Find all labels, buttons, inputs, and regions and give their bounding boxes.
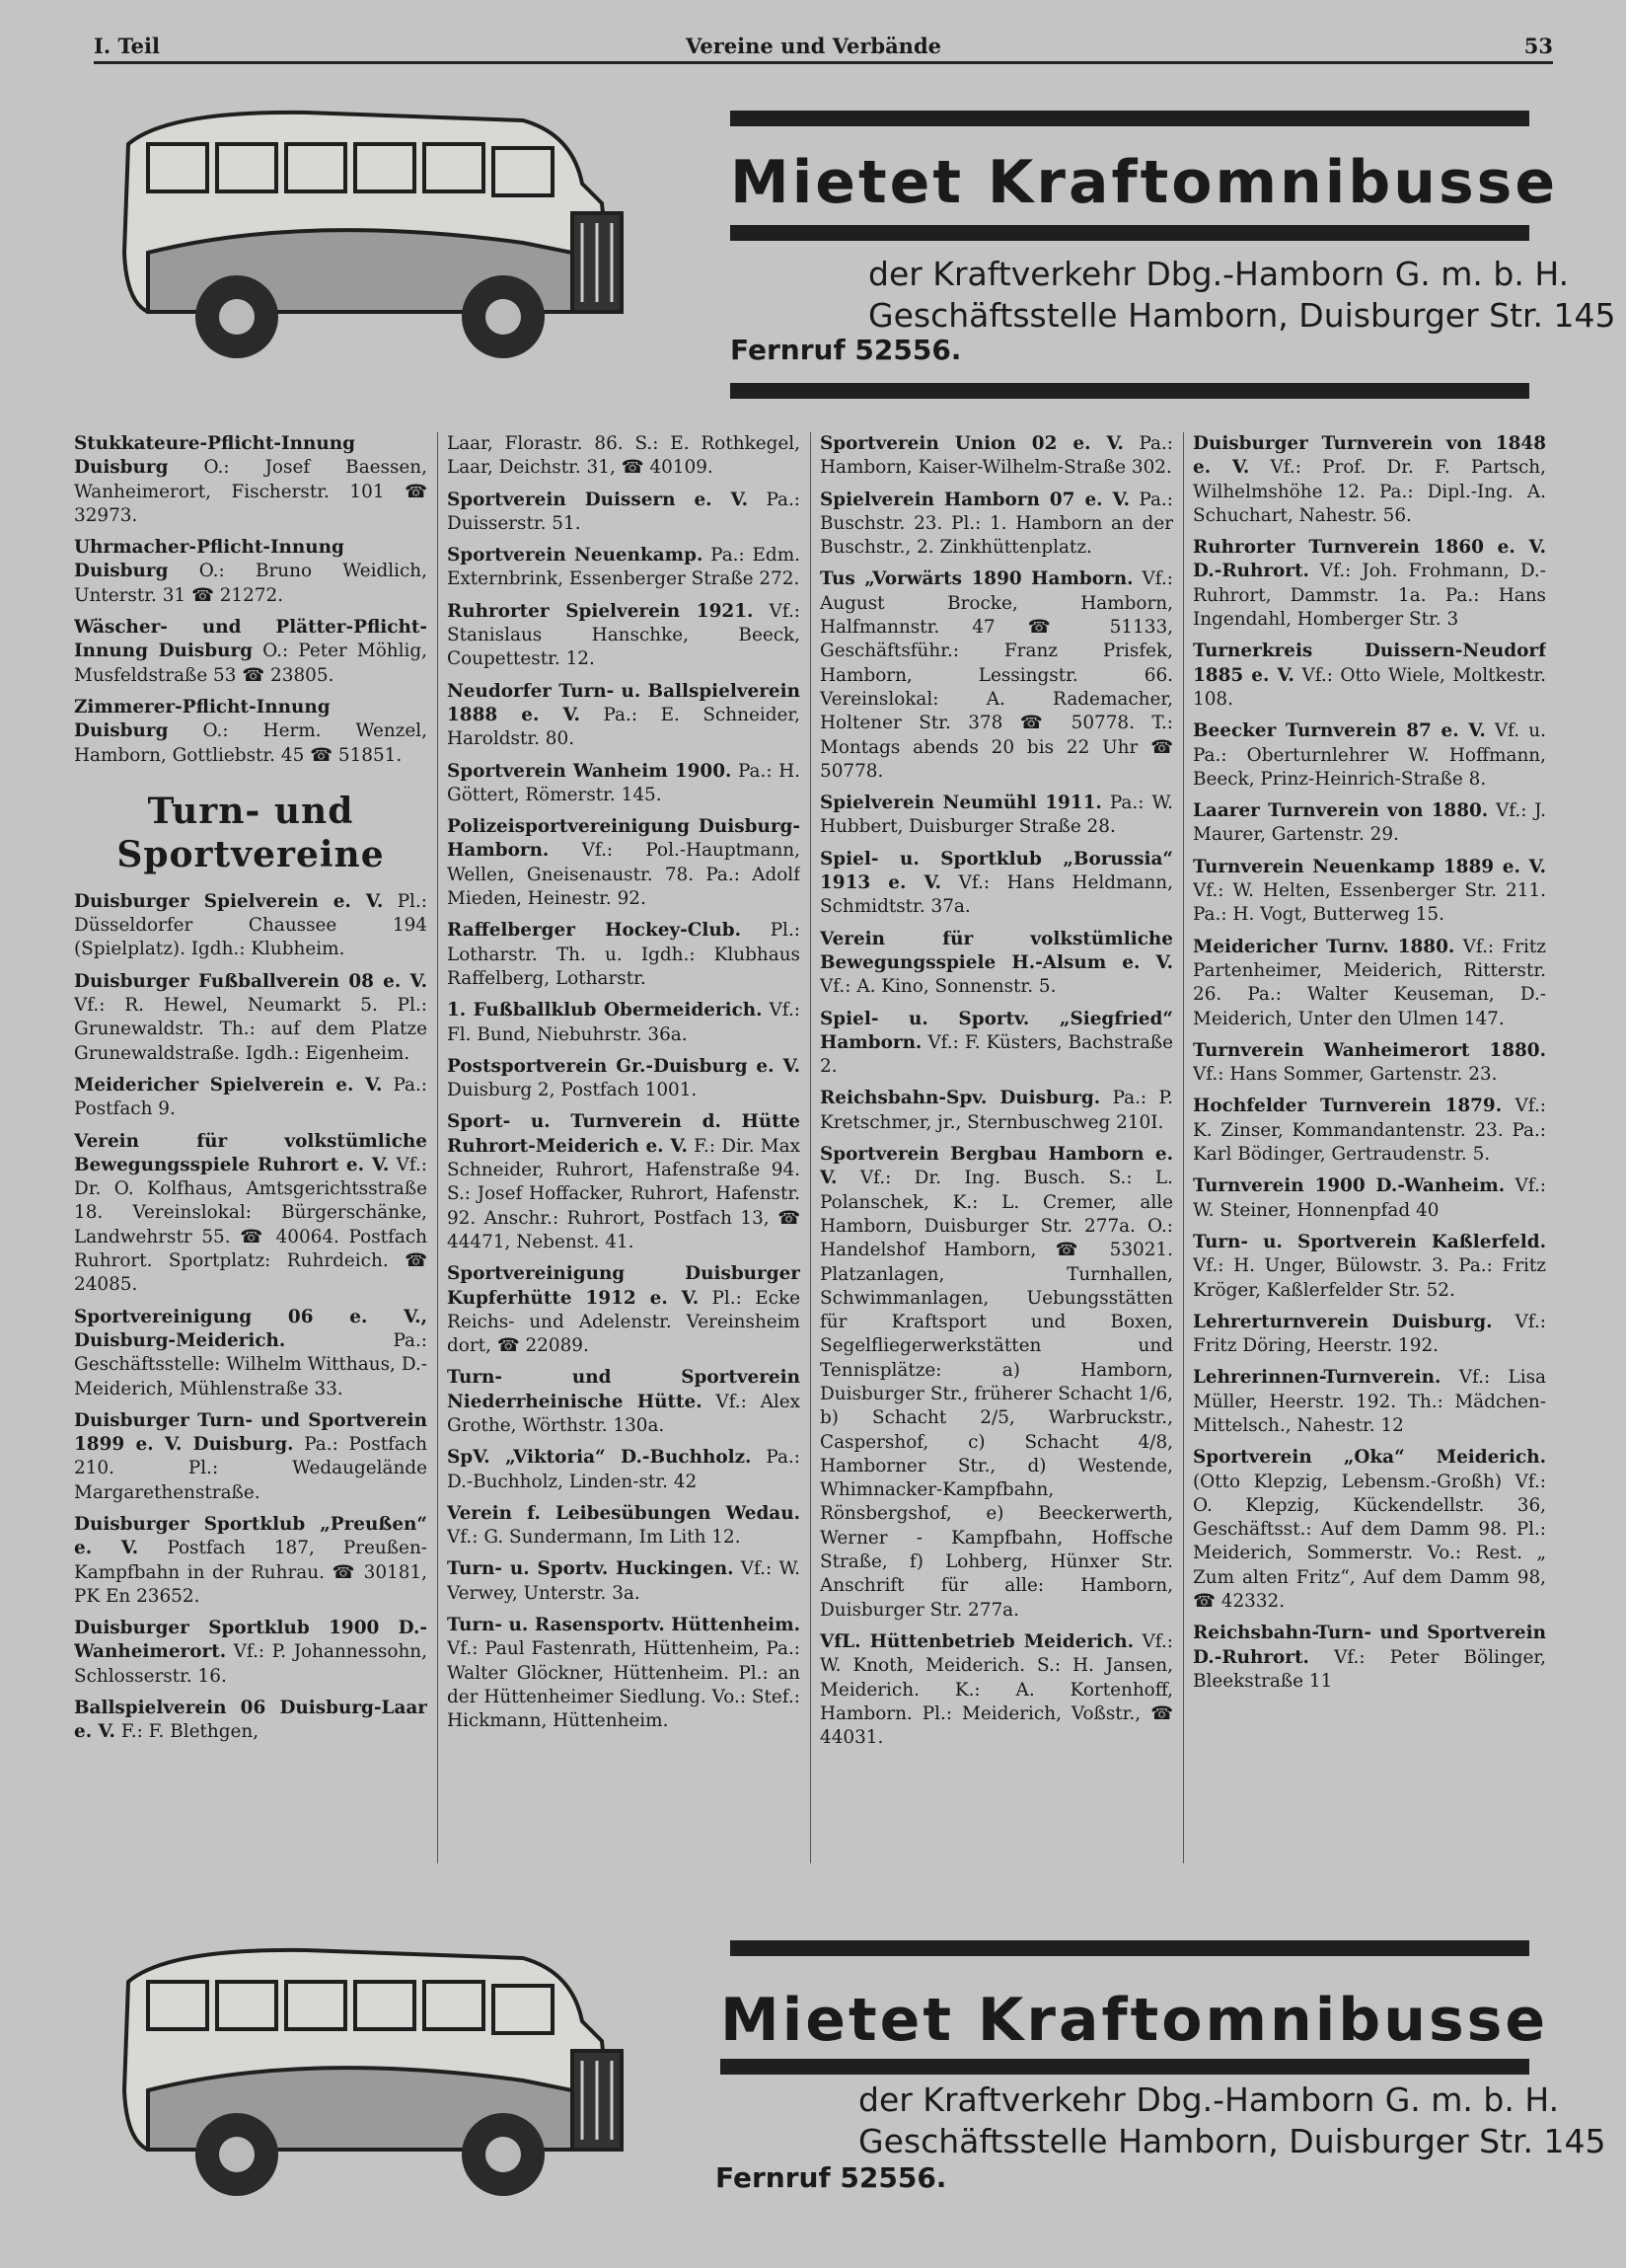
ad-rule-middle (730, 225, 1529, 241)
entry-details: Vf.: F. Küsters, Bachstraße 2. (820, 1031, 1173, 1078)
entry-details: Pa.: H. Göttert, Römerstr. 145. (447, 760, 800, 805)
entry-details: Vf.: A. Kino, Sonnenstr. 5. (820, 976, 1057, 998)
entry-name: Spielverein Hamborn 07 e. V. (820, 489, 1130, 510)
section-heading: Turn- und Sportvereine (116, 790, 385, 875)
entry-details: O.: Herm. Wenzel, Hamborn, Gottliebstr. 45 ☎ 51851. (74, 720, 427, 766)
entry-details: Vf.: W. Steiner, Honnenpfad 40 (1193, 1175, 1546, 1221)
directory-entry (1193, 1231, 1546, 1303)
entry-details: Vf.: August Brocke, Hamborn, Halfmannstr. 47 ☎ 51133, Geschäftsführ.: Franz Prisfek, Hamborn, Lessingstr. 66. Vereinslokal: A. Rademacher, Holtener Str. 378 ☎ 50778. T.: Montags abends 20 bis 22 Uhr ☎ 50778. (820, 568, 1173, 782)
directory-entry (1193, 856, 1546, 928)
directory-entry (820, 489, 1173, 561)
entry-details: Vf.: Prof. Dr. F. Partsch, Wilhelmshöhe 12. Pa.: Dipl.-Ing. A. Schuchart, Nahestr. 56. (1193, 457, 1546, 526)
entry-details: Postfach 187, Preußen-Kampfbahn in der Ruhrau. ☎ 30181, PK En 23652. (74, 1538, 427, 1607)
entry-name: Turnverein Neuenkamp 1889 e. V. (1193, 856, 1546, 877)
directory-entry (1193, 1039, 1546, 1088)
entry-name: Turn- u. Sportv. Huckingen. (447, 1558, 734, 1580)
entry-details: Vf.: K. Zinser, Kommandantenstr. 23. Pa.: Karl Bödinger, Gertraudenstr. 5. (1193, 1096, 1546, 1166)
entry-details: Vf.: W. Helten, Essenberger Str. 211. Pa.: H. Vogt, Butterweg 15. (1193, 880, 1546, 926)
entry-name: Meidericher Spielverein e. V. (74, 1074, 383, 1096)
directory-entry (74, 970, 427, 1066)
entry-name: Turn- u. Sportverein Kaßlerfeld. (1193, 1231, 1546, 1252)
entry-name: Duisburger Turn- und Sportverein 1899 e. V. Duisburg. (74, 1409, 427, 1456)
entry-name: Sportverein Duissern e. V. (447, 489, 748, 510)
entry-name: Turn- und Sportverein Niederrheinische Hütte. (447, 1367, 800, 1412)
entry-name: Beecker Turnverein 87 e. V. (1193, 720, 1486, 742)
column-divider (437, 432, 438, 1863)
bus-illustration (109, 105, 720, 371)
directory-entry (74, 616, 427, 688)
entry-details: Vf.: Pol.-Hauptmann, Wellen, Gneisenaustr. 78. Pa.: Adolf Mieden, Heinestr. 92. (447, 840, 800, 910)
directory-entry (74, 1409, 427, 1505)
entry-name: Hochfelder Turnverein 1879. (1193, 1096, 1503, 1117)
entry-name: Lehrerturnverein Duisburg. (1193, 1311, 1493, 1332)
entry-name: Neudorfer Turn- u. Ballspielverein 1888 e. V. (447, 680, 800, 725)
ad-rule-middle (720, 2059, 1529, 2075)
entry-details: Vf.: Stanislaus Hanschke, Beeck, Coupettestr. 12. (447, 600, 800, 670)
entry-name: Ruhrorter Spielverein 1921. (447, 600, 754, 622)
directory-entry (820, 848, 1173, 920)
directory-entry (447, 1446, 800, 1494)
entry-details: Pa.: Duisserstr. 51. (447, 489, 800, 534)
entry-details: Vf.: Otto Wiele, Moltkestr. 108. (1193, 664, 1546, 710)
directory-entry (1193, 936, 1546, 1031)
column-divider (1183, 432, 1184, 1863)
entry-details: Vf.: Dr. Ing. Busch. S.: L. Polanschek, K.: L. Cremer, alle Hamborn, Duisburger Str. 277a. O.: Handelshof Hamborn, ☎ 53021. Platzanlagen, Turnhallen, Schwimmanlagen, Uebungsstätten für Kraftsport und Boxen, Segelfliegerwerkstätten und Tennisplätze: a) Hamborn, Duisburger Str., früherer Schacht 1/6, b) Schacht 2/5, Warbruckstr., Caspershof, c) Schacht 4/8, Hamborner Str., d) Westende, Whimnacker-Kampfbahn, Rönsbergshof, e) Beeckerwerth, Werner - Kampfbahn, Hoffsche Straße, f) Lohberg, Hünxer Str. Anschrift für alle: Hamborn, Duisburger Str. 277a. (820, 1168, 1173, 1621)
directory-entry (1193, 640, 1546, 712)
ad-address: Geschäftsstelle Hamborn, Duisburger Str. 145 (868, 296, 1616, 335)
entry-name: Duisburger Sportklub „Preußen“ e. V. (74, 1513, 427, 1559)
entry-name: SpV. „Viktoria“ D.-Buchholz. (447, 1447, 752, 1469)
column-divider (810, 432, 811, 1863)
entry-name: Reichsbahn-Spv. Duisburg. (820, 1088, 1101, 1109)
entry-details: Vf.: Dr. O. Kolfhaus, Amtsgerichtsstraße 18. Vereinslokal: Bürgerschänke, Landwehrstr 55. ☎ 40064. Postfach Ruhrort. Sportplatz: Ruhrdeich. ☎ 24085. (74, 1154, 427, 1296)
entry-name: Spiel- u. Sportklub „Borussia“ 1913 e. V. (820, 848, 1173, 894)
directory-entry (74, 1306, 427, 1401)
entry-details: Pl.: Lotharstr. Th. u. Igdh.: Klubhaus Raffelberg, Lotharstr. (447, 920, 800, 989)
directory-entry (74, 696, 427, 768)
entry-name: 1. Fußballklub Obermeiderich. (447, 1000, 763, 1021)
entry-name: Turn- u. Rasensportv. Hüttenheim. (447, 1615, 800, 1636)
entry-name: Turnerkreis Duissern-Neudorf 1885 e. V. (1193, 641, 1546, 686)
entry-details: O.: Bruno Weidlich, Unterstr. 31 ☎ 21272. (74, 561, 427, 606)
entry-details: Pa.: Postfach 210. Pl.: Wedaugelände Margarethenstraße. (74, 1434, 427, 1503)
directory-entry (447, 1055, 800, 1103)
ad-phone: Fernruf 52556. (730, 334, 962, 366)
directory-entry (447, 760, 800, 808)
directory-entry (1193, 1174, 1546, 1223)
directory-entry (447, 489, 800, 537)
entry-name: Stukkateure-Pflicht-Innung Duisburg (74, 433, 355, 479)
column-1 (74, 432, 427, 1753)
directory-entry (1193, 1095, 1546, 1167)
directory-entry (74, 1617, 427, 1689)
directory-entry (447, 432, 800, 481)
entry-name: Lehrerinnen-Turnverein. (1193, 1367, 1441, 1389)
entry-name: Zimmerer-Pflicht-Innung Duisburg (74, 696, 331, 742)
entry-details: Vf.: W. Knoth, Meiderich. S.: H. Jansen, Meiderich. K.: A. Kortenhoff, Hamborn. Pl.: Meiderich, Voßstr., ☎ 44031. (820, 1630, 1173, 1749)
ad-rule-bottom (730, 383, 1529, 399)
entry-details: Pa.: Edm. Externbrink, Essenberger Straße 272. (447, 545, 800, 590)
directory-entry (74, 1074, 427, 1122)
entry-details: Vf.: P. Johannessohn, Schlosserstr. 16. (74, 1641, 427, 1687)
entry-details: Vf.: Fritz Döring, Heerstr. 192. (1193, 1311, 1546, 1357)
entry-name: Ruhrorter Turnverein 1860 e. V. D.-Ruhrort. (1193, 537, 1546, 582)
directory-entry (447, 919, 800, 991)
directory-entry (820, 1087, 1173, 1135)
entry-name: Sportvereinigung 06 e. V., Duisburg-Meiderich. (74, 1306, 427, 1351)
directory-entry (447, 544, 800, 592)
entry-name: Tus „Vorwärts 1890 Hamborn. (820, 568, 1134, 590)
bus-illustration (109, 1942, 720, 2209)
ad-headline: Mietet Kraftomnibusse (720, 1986, 1549, 2055)
directory-entry (74, 1130, 427, 1298)
directory-entry (447, 1366, 800, 1438)
entry-details: Pa.: W. Hubbert, Duisburger Straße 28. (820, 793, 1173, 838)
directory-entry (447, 680, 800, 752)
ad-rule-top (730, 1940, 1529, 1956)
directory-entry (820, 1008, 1173, 1080)
directory-entry (820, 1630, 1173, 1750)
entry-name: Reichsbahn-Turn- und Sportverein D.-Ruhrort. (1193, 1623, 1546, 1668)
directory-entry (447, 1614, 800, 1733)
entry-name: Duisburger Turnverein von 1848 e. V. (1193, 433, 1546, 479)
entry-name: Turnverein Wanheimerort 1880. (1193, 1039, 1546, 1061)
directory-entry (1193, 1311, 1546, 1359)
ad-address: Geschäftsstelle Hamborn, Duisburger Str. 145 (858, 2122, 1606, 2160)
directory-entry (74, 1697, 427, 1745)
page-number: 53 (1523, 34, 1553, 58)
entry-name: Sportvereinigung Duisburger Kupferhütte 1912 e. V. (447, 1263, 800, 1309)
entry-details: Vf.: R. Hewel, Neumarkt 5. Pl.: Grunewaldstr. Th.: auf dem Platze Grunewaldstraße. Igdh.: Eigenheim. (74, 995, 427, 1064)
entry-details: Vf.: Peter Bölinger, Bleekstraße 11 (1193, 1646, 1546, 1692)
entry-details: Vf.: J. Maurer, Gartenstr. 29. (1193, 800, 1546, 846)
column-4 (1193, 432, 1546, 1701)
entry-details: Pa.: E. Schneider, Haroldstr. 80. (447, 704, 800, 750)
directory-entry (74, 1513, 427, 1609)
directory-entry (74, 890, 427, 962)
entry-details: Vf.: Hans Sommer, Gartenstr. 23. (1193, 1064, 1498, 1086)
ad-rule-top (730, 111, 1529, 126)
entry-name: Verein f. Leibesübungen Wedau. (447, 1502, 800, 1524)
entry-details: Pl.: Düsseldorfer Chaussee 194 (Spielplatz). Igdh.: Klubheim. (74, 890, 427, 960)
entry-name: Sportverein Bergbau Hamborn e. V. (820, 1144, 1173, 1189)
entry-name: Sport- u. Turnverein d. Hütte Ruhrort-Meiderich e. V. (447, 1111, 800, 1157)
entry-details: Vf. u. Pa.: Oberturnlehrer W. Hoffmann, Beeck, Prinz-Heinrich-Straße 8. (1193, 720, 1546, 790)
entry-name: Raffelberger Hockey-Club. (447, 920, 741, 942)
entry-name: Verein für volkstümliche Bewegungsspiele Ruhrort e. V. (74, 1130, 427, 1175)
entry-name: Ballspielverein 06 Duisburg-Laar e. V. (74, 1698, 427, 1743)
entry-name: Spielverein Neumühl 1911. (820, 793, 1102, 814)
directory-entry (447, 1502, 800, 1550)
ad-headline: Mietet Kraftomnibusse (730, 148, 1559, 217)
directory-entry (1193, 1446, 1546, 1614)
entry-name: Polizeisportvereinigung Duisburg-Hamborn. (447, 816, 800, 862)
entry-details: Pl.: Ecke Reichs- und Adelenstr. Vereinsheim dort, ☎ 22089. (447, 1287, 800, 1357)
entry-details: Vf.: W. Verwey, Unterstr. 3a. (447, 1558, 800, 1604)
entry-details: Vf.: Hans Heldmann, Schmidtstr. 37a. (820, 872, 1173, 918)
entry-details: Vf.: G. Sundermann, Im Lith 12. (447, 1527, 741, 1549)
entry-details: Vf.: Fritz Partenheimer, Meiderich, Ritterstr. 26. Pa.: Walter Keuseman, D.-Meiderich, Unter den Ulmen 147. (1193, 936, 1546, 1029)
entry-details: Pa.: D.-Buchholz, Linden-str. 42 (447, 1447, 800, 1492)
directory-entry (1193, 719, 1546, 792)
entry-details: Pa.: Postfach 9. (74, 1074, 427, 1120)
entry-details: Vf.: Fl. Bund, Niebuhrstr. 36a. (447, 1000, 800, 1045)
entry-details: Vf.: Alex Grothe, Wörthstr. 130a. (447, 1391, 800, 1436)
directory-entry (447, 999, 800, 1047)
entry-details: Vf.: Joh. Frohmann, D.-Ruhrort, Dammstr. 1a. Pa.: Hans Ingendahl, Homberger Str. 3 (1193, 561, 1546, 631)
directory-entry (820, 792, 1173, 840)
entry-details: Pa.: Buschstr. 23. Pl.: 1. Hamborn an der Buschstr., 2. Zinkhüttenplatz. (820, 489, 1173, 559)
entry-details: (Otto Klepzig, Lebensm.-Großh) Vf.: O. Klepzig, Kückendellstr. 36, Geschäftsst.: Auf dem Damm 98. Pl.: Meiderich, Sommerstr. Vo.: Rest. „ Zum alten Fritz“, Auf dem Damm 98, ☎ 42332. (1193, 1471, 1546, 1613)
entry-details: F.: Dir. Max Schneider, Ruhrort, Hafenstraße 94. S.: Josef Hoffacker, Ruhrort, Hafenstr. 92. Anschr.: Ruhrort, Postfach 13, ☎ 44471, Nebenst. 41. (447, 1135, 800, 1252)
directory-entry (447, 1557, 800, 1606)
bus-advertisement-bottom (109, 1936, 1606, 2252)
entry-details: Duisburg 2, Postfach 1001. (447, 1080, 698, 1101)
directory-entry (1193, 432, 1546, 528)
entry-name: Verein für volkstümliche Bewegungsspiele H.-Alsum e. V. (820, 928, 1173, 973)
directory-entry (447, 600, 800, 672)
column-3 (820, 432, 1173, 1758)
directory-entry (820, 1143, 1173, 1623)
part-label: I. Teil (94, 34, 160, 58)
entry-name: Sportverein Wanheim 1900. (447, 760, 732, 782)
entry-name: Uhrmacher-Pflicht-Innung Duisburg (74, 537, 344, 582)
entry-name: Postsportverein Gr.-Duisburg e. V. (447, 1055, 800, 1077)
entry-details: O.: Josef Baessen, Wanheimerort, Fischerstr. 101 ☎ 32973. (74, 457, 427, 526)
directory-entry (74, 536, 427, 608)
entry-name: Duisburger Spielverein e. V. (74, 890, 384, 912)
entry-details: Pa.: P. Kretschmer, jr., Sternbuschweg 210I. (820, 1088, 1173, 1133)
ad-company: der Kraftverkehr Dbg.-Hamborn G. m. b. H. (858, 2080, 1560, 2119)
entry-name: Sportverein Union 02 e. V. (820, 433, 1124, 454)
directory-entry (447, 815, 800, 911)
directory-columns (74, 432, 1559, 1893)
running-header (94, 30, 1553, 64)
page-title: Vereine und Verbände (686, 34, 941, 58)
entry-name: Sportverein „Oka“ Meiderich. (1193, 1447, 1546, 1469)
entry-details: Pa.: Hamborn, Kaiser-Wilhelm-Straße 302. (820, 433, 1173, 479)
entry-name: Sportverein Neuenkamp. (447, 545, 703, 567)
entry-name: Duisburger Fußballverein 08 e. V. (74, 970, 427, 992)
entry-details: Vf.: H. Unger, Bülowstr. 3. Pa.: Fritz Kröger, Kaßlerfelder Str. 52. (1193, 1255, 1546, 1301)
directory-entry (820, 928, 1173, 1000)
entry-details: Vf.: Paul Fastenrath, Hüttenheim, Pa.: Walter Glöckner, Hüttenheim. Pl.: an der Hüttenheimer Siedlung. Vo.: Stef.: Hickmann, Hüttenheim. (447, 1638, 800, 1732)
directory-entry (1193, 1622, 1546, 1694)
directory-entry (1193, 1366, 1546, 1438)
ad-company: der Kraftverkehr Dbg.-Hamborn G. m. b. H. (868, 255, 1570, 293)
directory-entry (447, 1262, 800, 1358)
entry-details: Vf.: Lisa Müller, Heerstr. 192. Th.: Mädchen-Mittelsch., Nahestr. 12 (1193, 1367, 1546, 1436)
bus-advertisement-top (109, 99, 1616, 415)
entry-name: Laarer Turnverein von 1880. (1193, 800, 1489, 822)
entry-name: Spiel- u. Sportv. „Siegfried“ Hamborn. (820, 1008, 1173, 1053)
directory-entry (820, 567, 1173, 784)
directory-entry (447, 1110, 800, 1254)
entry-name: VfL. Hüttenbetrieb Meiderich. (820, 1630, 1134, 1652)
entry-name: Wäscher- und Plätter-Pflicht-Innung Duisburg (74, 617, 427, 662)
entry-name: Duisburger Sportklub 1900 D.-Wanheimerort. (74, 1618, 427, 1663)
entry-details: O.: Peter Möhlig, Musfeldstraße 53 ☎ 23805. (74, 641, 427, 686)
ad-phone: Fernruf 52556. (715, 2161, 947, 2194)
directory-entry (1193, 799, 1546, 848)
entry-name: Turnverein 1900 D.-Wanheim. (1193, 1175, 1506, 1197)
directory-entry (820, 432, 1173, 481)
entry-name: Meidericher Turnv. 1880. (1193, 936, 1455, 957)
entry-details: Laar, Florastr. 86. S.: E. Rothkegel, Laar, Deichstr. 31, ☎ 40109. (447, 433, 800, 479)
entry-details: Pa.: Geschäftsstelle: Wilhelm Witthaus, D.-Meiderich, Mühlenstraße 33. (74, 1329, 427, 1399)
entry-details: F.: F. Blethgen, (120, 1721, 259, 1743)
directory-entry (1193, 536, 1546, 632)
directory-entry (74, 432, 427, 528)
column-2 (447, 432, 800, 1742)
